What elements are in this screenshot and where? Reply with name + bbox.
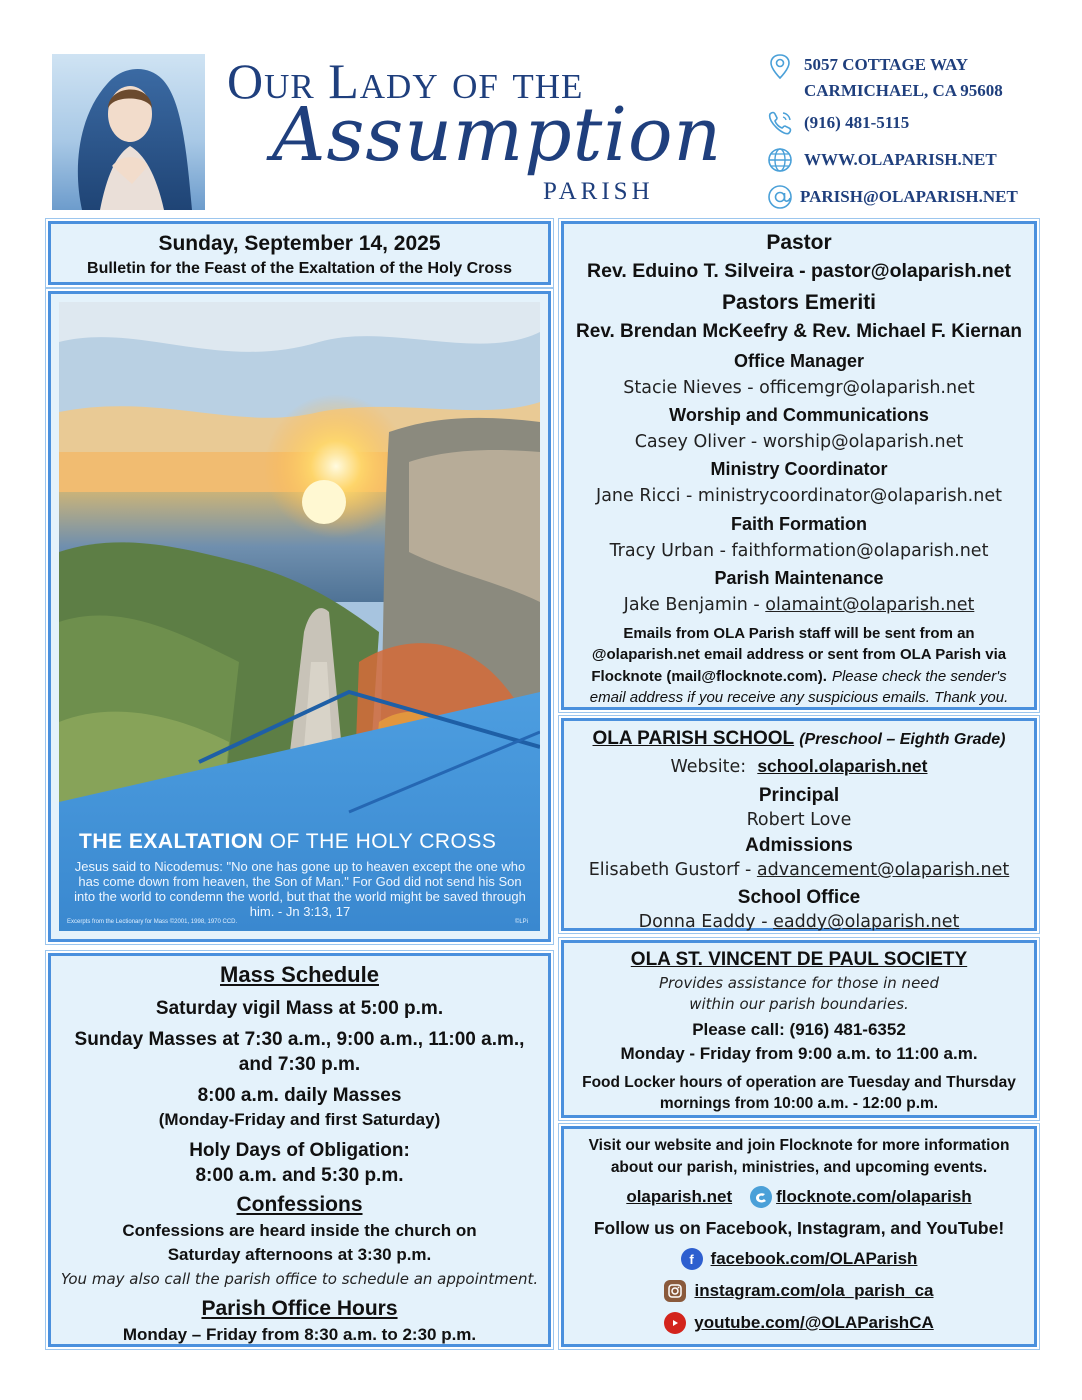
location-pin-icon xyxy=(764,52,796,82)
website-link[interactable]: WWW.OLAPARISH.NET xyxy=(804,149,997,169)
instagram-link[interactable]: instagram.com/ola_parish_ca xyxy=(694,1281,934,1300)
logo-line-1: Our Lady of the xyxy=(227,53,584,109)
follow-us: Follow us on Facebook, Instagram, and YouTube! xyxy=(593,1218,1005,1238)
school-heading: OLA PARISH SCHOOL xyxy=(592,728,795,749)
role-title: Office Manager xyxy=(733,351,865,371)
feast-title-bold: THE EXALTATION xyxy=(79,830,264,853)
holy-days-times: 8:00 a.m. and 5:30 p.m. xyxy=(195,1165,404,1186)
contact-info xyxy=(764,52,1039,215)
role-person: Jane Ricci - ministrycoordinator@olaparish.net xyxy=(596,486,1002,506)
website-label: Website: xyxy=(670,757,747,777)
food-locker-1: Food Locker hours of operation are Tuesday and Thursday xyxy=(582,1074,1016,1091)
feast-title xyxy=(79,830,496,854)
mass-heading: Mass Schedule xyxy=(220,962,379,987)
pastor-name: Rev. Eduino T. Silveira - pastor@olaparish.net xyxy=(587,260,1011,282)
phone[interactable] xyxy=(764,104,1039,141)
visit-line-2: about our parish, ministries, and upcoming events. xyxy=(610,1159,988,1176)
role-person: Casey Oliver - worship@olaparish.net xyxy=(634,432,964,452)
emeriti-names: Rev. Brendan McKeefry & Rev. Michael F. Kiernan xyxy=(576,321,1022,342)
confessions-note: You may also call the parish office to schedule an appointment. xyxy=(60,1270,539,1288)
youtube-row xyxy=(564,1307,1034,1339)
school-office-heading: School Office xyxy=(737,887,861,908)
svdp-box xyxy=(561,940,1037,1118)
visit-line-1: Visit our website and join Flocknote for more information xyxy=(588,1137,1010,1154)
email-notice-line-2: @olaparish.net email address or sent from OLA Parish via xyxy=(591,646,1007,663)
email-notice-line-4: email address if you receive any suspicious emails. Thank you. xyxy=(589,689,1009,706)
feast-title-rest: OF THE HOLY CROSS xyxy=(263,830,497,853)
feast-quote: Jesus said to Nicodemus: "No one has gone up to heaven except the one who has come down from heaven, the Son of Man." For God did not send his Son into the world to condemn the world, but that the world might be saved through him. - Jn 3:13, 17 xyxy=(74,859,526,919)
email-notice-italic: Please check the sender's xyxy=(831,668,1007,685)
svdp-call: Please call: (916) 481-6352 xyxy=(692,1020,906,1039)
emeriti-heading: Pastors Emeriti xyxy=(721,291,877,314)
svdp-hours: Monday - Friday from 9:00 a.m. to 11:00 a.m. xyxy=(620,1044,978,1063)
school-box xyxy=(561,718,1037,931)
admissions-heading: Admissions xyxy=(745,835,853,856)
school-office-name: Donna Eaddy - xyxy=(638,912,774,932)
principal-heading: Principal xyxy=(758,785,840,806)
visit-links xyxy=(564,1181,1034,1213)
mary-image xyxy=(52,54,205,210)
logo-line-3: PARISH xyxy=(543,178,654,205)
principal-name: Robert Love xyxy=(746,810,852,830)
admissions-contact xyxy=(564,858,1034,883)
feast-footnote: Excerpts from the Lectionary for Mass ©2001, 1998, 1970 CCD. xyxy=(67,919,238,925)
mass-sunday-1: Sunday Masses at 7:30 a.m., 9:00 a.m., 11:00 a.m., xyxy=(74,1029,525,1050)
website[interactable] xyxy=(764,141,1039,178)
school-website-link[interactable]: school.olaparish.net xyxy=(757,756,928,776)
school-grades: (Preschool – Eighth Grade) xyxy=(799,731,1006,748)
address-line-2: CARMICHAEL, CA 95608 xyxy=(804,81,1003,100)
role-person: Tracy Urban - faithformation@olaparish.net xyxy=(609,541,989,561)
food-locker-2: mornings from 10:00 a.m. - 12:00 p.m. xyxy=(659,1095,939,1112)
role-person: Stacie Nieves - officemgr@olaparish.net xyxy=(623,378,975,398)
phone-number[interactable]: (916) 481-5115 xyxy=(804,112,910,132)
phone-icon xyxy=(764,108,796,138)
facebook-icon: f xyxy=(681,1248,703,1270)
feast-image-box xyxy=(48,291,551,942)
staff-directory-box xyxy=(561,221,1037,710)
role-title: Worship and Communications xyxy=(669,405,929,425)
email-notice xyxy=(564,623,1034,708)
address xyxy=(764,52,1039,104)
confessions-line-1: Confessions are heard inside the church on xyxy=(122,1221,477,1240)
confessions-heading: Confessions xyxy=(236,1193,363,1216)
school-office-contact xyxy=(564,910,1034,935)
email[interactable] xyxy=(764,178,1039,215)
parish-header xyxy=(52,52,1037,212)
holy-days-heading: Holy Days of Obligation: xyxy=(189,1140,410,1161)
admissions-email-link[interactable]: advancement@olaparish.net xyxy=(756,860,1010,880)
globe-icon xyxy=(764,145,796,175)
mass-daily-note: (Monday-Friday and first Saturday) xyxy=(158,1110,441,1129)
pastor-heading: Pastor xyxy=(766,231,832,254)
mass-vigil: Saturday vigil Mass at 5:00 p.m. xyxy=(155,998,444,1019)
instagram-icon xyxy=(664,1280,686,1302)
feast-image xyxy=(59,302,540,931)
facebook-row xyxy=(564,1243,1034,1275)
school-heading-line xyxy=(564,725,1034,754)
school-website-line xyxy=(564,754,1034,780)
school-office-email-link[interactable]: eaddy@olaparish.net xyxy=(773,912,960,932)
logo-line-2: Assumption xyxy=(272,92,723,178)
role-title: Faith Formation xyxy=(731,514,867,534)
svdp-desc-2: within our parish boundaries. xyxy=(689,995,909,1013)
site-link[interactable]: olaparish.net xyxy=(626,1187,733,1206)
feast-credit: ©LPi xyxy=(514,919,528,925)
role-person xyxy=(564,592,1034,618)
youtube-link[interactable]: youtube.com/@OLAParishCA xyxy=(694,1313,934,1332)
svdp-heading: OLA ST. VINCENT DE PAUL SOCIETY xyxy=(630,949,968,970)
instagram-row xyxy=(564,1275,1034,1307)
confessions-line-2: Saturday afternoons at 3:30 p.m. xyxy=(167,1245,432,1264)
admissions-name: Elisabeth Gustorf - xyxy=(588,860,757,880)
visit-box xyxy=(561,1126,1037,1347)
office-hours: Monday – Friday from 8:30 a.m. to 2:30 p.m. xyxy=(122,1325,477,1344)
facebook-link[interactable]: facebook.com/OLAParish xyxy=(710,1249,918,1268)
bulletin-subtitle: Bulletin for the Feast of the Exaltation of the Holy Cross xyxy=(87,260,512,277)
maintenance-name: Jake Benjamin - xyxy=(623,595,766,615)
role-title: Parish Maintenance xyxy=(714,568,884,588)
flocknote-link[interactable]: flocknote.com/olaparish xyxy=(776,1187,972,1206)
maintenance-email-link[interactable]: olamaint@olaparish.net xyxy=(765,595,975,615)
mass-schedule-box xyxy=(48,953,551,1347)
parish-logo xyxy=(217,52,757,212)
address-line-1: 5057 COTTAGE WAY xyxy=(804,55,969,74)
email-notice-line-1: Emails from OLA Parish staff will be sent from an xyxy=(623,625,975,642)
at-sign-icon xyxy=(764,182,796,212)
email-notice-line-3 xyxy=(564,665,1034,687)
svdp-desc-1: Provides assistance for those in need xyxy=(658,974,940,992)
bulletin-date-box xyxy=(48,221,551,285)
flocknote-icon xyxy=(750,1186,772,1208)
mass-daily: 8:00 a.m. daily Masses xyxy=(197,1085,402,1106)
bulletin-date: Sunday, September 14, 2025 xyxy=(158,232,441,255)
email-link[interactable]: PARISH@OLAPARISH.NET xyxy=(800,186,1018,206)
email-notice-bold: Flocknote (mail@flocknote.com). xyxy=(591,668,827,685)
office-hours-heading: Parish Office Hours xyxy=(201,1297,398,1320)
mass-sunday-2: and 7:30 p.m. xyxy=(238,1054,361,1075)
role-title: Ministry Coordinator xyxy=(710,459,888,479)
youtube-icon xyxy=(664,1312,686,1334)
